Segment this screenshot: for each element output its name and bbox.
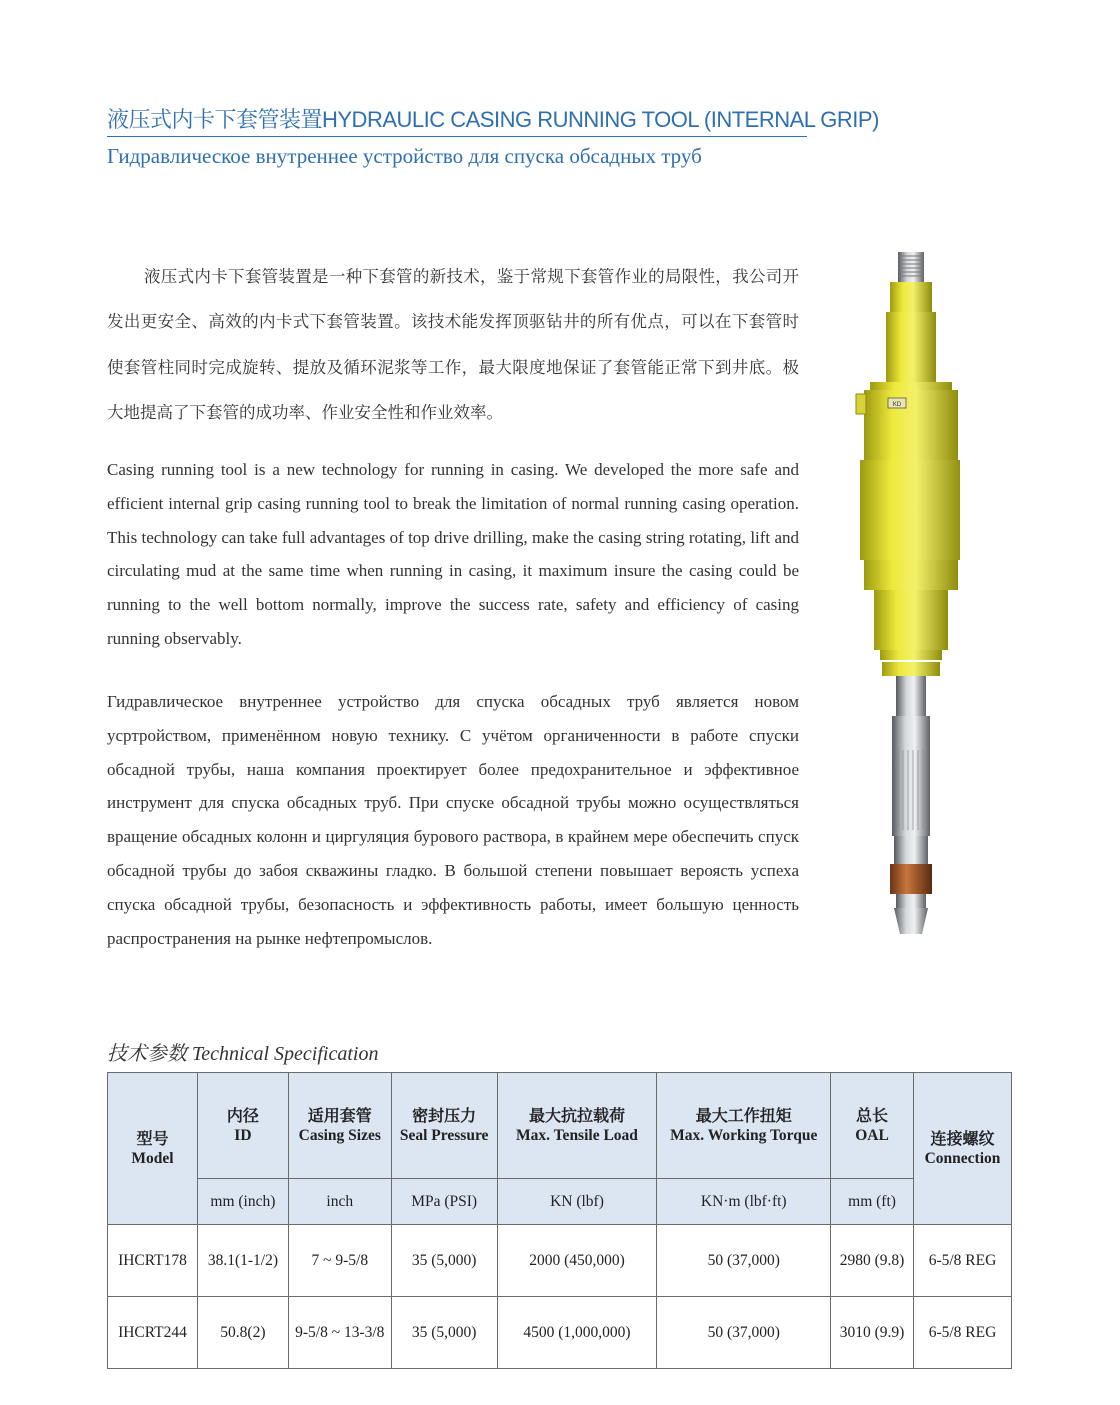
cell-id: 38.1(1-1/2): [197, 1225, 288, 1297]
col-header-working-torque: 最大工作扭矩 Max. Working Torque: [657, 1073, 831, 1179]
cell-oal: 2980 (9.8): [831, 1225, 914, 1297]
col-header-oal: 总长 OAL: [831, 1073, 914, 1179]
cell-connection: 6-5/8 REG: [914, 1225, 1012, 1297]
spec-heading: 技术参数 Technical Specification: [107, 1043, 379, 1065]
col-header-seal-pressure: 密封压力 Seal Pressure: [391, 1073, 497, 1179]
unit-oal: mm (ft): [831, 1179, 914, 1225]
page-subtitle-russian: Гидравлическое внутреннее устройство для спуска обсадных труб: [107, 144, 702, 168]
cell-tensile-load: 4500 (1,000,000): [497, 1297, 657, 1369]
col-header-connection: 连接螺纹 Connection: [914, 1073, 1012, 1225]
cell-id: 50.8(2): [197, 1297, 288, 1369]
cell-tensile-load: 2000 (450,000): [497, 1225, 657, 1297]
unit-working-torque: KN·m (lbf·ft): [657, 1179, 831, 1225]
tool-label: KD: [892, 402, 902, 408]
cell-model: IHCRT178: [108, 1225, 198, 1297]
cell-connection: 6-5/8 REG: [914, 1297, 1012, 1369]
description-chinese: 液压式内卡下套管装置是一种下套管的新技术，鉴于常规下套管作业的局限性，我公司开发出更安全、高效的内卡式下套管装置。该技术能发挥顶驱钻井的所有优点，可以在下套管时使套管柱同时完成旋转、提放及循环泥浆等工作，最大限度地保证了套管能正常下到井底。极大地提高了下套管的成功率、作业安全性和作业效率。: [107, 267, 799, 422]
description-russian: Гидравлическое внутреннее устройство для спуска обсадных труб является новом усртройством, применённом новую технику. С учётом органиченности в работе спуски обсадной трубы, наша компания проектирует более предохранительное и эффективное инструмент для спуска обсадных труб. При спуске обсадной трубы можно осуществляться вращение обсадных колонн и циргуляция бурового раствора, в крайнем мере обеспечить спуск обсадной трубы до забоя скважины гладко. В большой степени повышает вероясть успеха спуска обсадной трубы, безопасность и эффективность работы, имеет большую ценность распространения на рынке нефтепромыслов.: [107, 692, 799, 948]
page-title: 液压式内卡下套管装置HYDRAULIC CASING RUNNING TOOL (INTERNAL GRIP): [107, 107, 879, 132]
unit-casing-sizes: inch: [288, 1179, 391, 1225]
casing-running-tool-image: [840, 250, 960, 950]
description-english: Casing running tool is a new technology for running in casing. We developed the more safe and efficient internal grip casing running tool to break the limitation of normal running casing operation. This technology can take full advantages of top drive drilling, make the casing string rotating, lift and circulating mud at the same time when running in casing, it maximum insure the casing could be running to the well bottom normally, improve the success rate, safety and efficiency of casing running observably.: [107, 460, 799, 648]
unit-id: mm (inch): [197, 1179, 288, 1225]
table-row: [108, 1225, 1012, 1297]
cell-seal-pressure: 35 (5,000): [391, 1297, 497, 1369]
title-underline: [107, 136, 807, 137]
table-row: [108, 1297, 1012, 1369]
col-header-id: 内径 ID: [197, 1073, 288, 1179]
unit-tensile-load: KN (lbf): [497, 1179, 657, 1225]
cell-working-torque: 50 (37,000): [657, 1225, 831, 1297]
cell-model: IHCRT244: [108, 1297, 198, 1369]
cell-oal: 3010 (9.9): [831, 1297, 914, 1369]
col-header-model: 型号 Model: [108, 1073, 198, 1225]
col-header-casing-sizes: 适用套管 Casing Sizes: [288, 1073, 391, 1179]
cell-casing-sizes: 7 ~ 9-5/8: [288, 1225, 391, 1297]
cell-working-torque: 50 (37,000): [657, 1297, 831, 1369]
spec-table: [107, 1072, 1012, 1369]
col-header-tensile-load: 最大抗拉载荷 Max. Tensile Load: [497, 1073, 657, 1179]
unit-seal-pressure: MPa (PSI): [391, 1179, 497, 1225]
cell-seal-pressure: 35 (5,000): [391, 1225, 497, 1297]
cell-casing-sizes: 9-5/8 ~ 13-3/8: [288, 1297, 391, 1369]
